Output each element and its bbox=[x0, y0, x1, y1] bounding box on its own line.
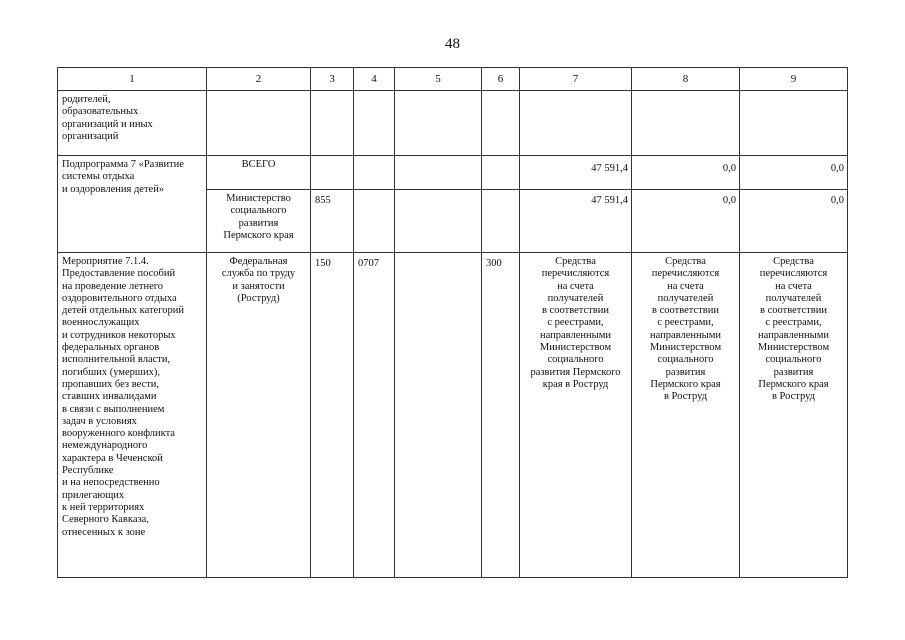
cell-code: 150 bbox=[311, 253, 354, 578]
cell-amount: 0,0 bbox=[632, 156, 740, 190]
column-header: 1 bbox=[58, 68, 207, 91]
cell-note: Средства перечисляются на счета получателей в соответствии с реестрами, направленными Министерством социального развития Пермского края в Роструд bbox=[632, 253, 740, 578]
column-header: 4 bbox=[354, 68, 395, 91]
cell-code bbox=[395, 253, 482, 578]
cell-code bbox=[395, 156, 482, 190]
cell-description bbox=[58, 253, 207, 578]
cell-code bbox=[395, 91, 482, 156]
cell-code bbox=[311, 156, 354, 190]
column-header: 9 bbox=[740, 68, 848, 91]
cell-amount: 0,0 bbox=[740, 156, 848, 190]
cell-amount bbox=[520, 91, 632, 156]
cell-description bbox=[58, 156, 207, 253]
cell-code bbox=[354, 91, 395, 156]
cell-executor: Министерство социального развития Пермского края bbox=[207, 190, 311, 253]
cell-code: 300 bbox=[482, 253, 520, 578]
cell-code bbox=[395, 190, 482, 253]
cell-code bbox=[482, 190, 520, 253]
column-header: 6 bbox=[482, 68, 520, 91]
column-header: 5 bbox=[395, 68, 482, 91]
total-label: ВСЕГО bbox=[241, 159, 276, 170]
measure-description: Мероприятие 7.1.4. Предоставление пособий на проведение летнего оздоровительного отдыха детей отдельных категорий военнослужащих и сотрудников некоторых федеральных органов исполнительной власти, погибших (умерших), пропавших без вести, ставших инвалидами в связи с выполнением задач в условиях вооруженного конфликта немеждународного характера в Чеченской Республике и на непосредственно прилегающих к ней территориях Северного Кавказа, отнесенных к зоне bbox=[62, 256, 185, 538]
budget-table bbox=[57, 67, 848, 578]
column-header: 8 bbox=[632, 68, 740, 91]
cell-executor bbox=[207, 91, 311, 156]
cell-note: Средства перечисляются на счета получателей в соответствии с реестрами, направленными Министерством социального развития Пермского края в Роструд bbox=[740, 253, 848, 578]
cell-executor bbox=[207, 156, 311, 190]
cell-amount bbox=[632, 91, 740, 156]
cell-amount: 47 591,4 bbox=[520, 156, 632, 190]
column-header: 7 bbox=[520, 68, 632, 91]
column-header: 2 bbox=[207, 68, 311, 91]
table-row bbox=[58, 156, 848, 190]
cell-amount: 0,0 bbox=[740, 190, 848, 253]
cell-code: 0707 bbox=[354, 253, 395, 578]
cell-amount: 0,0 bbox=[632, 190, 740, 253]
table-header-row bbox=[58, 68, 848, 91]
cell-code bbox=[354, 156, 395, 190]
cell-description bbox=[58, 91, 207, 156]
cell-code bbox=[482, 156, 520, 190]
table-row bbox=[58, 91, 848, 156]
cell-executor: Федеральная служба по труду и занятости (Роструд) bbox=[207, 253, 311, 578]
cell-amount bbox=[740, 91, 848, 156]
table-row bbox=[58, 253, 848, 578]
cell-text: родителей, образовательных организаций и иных организаций bbox=[62, 94, 153, 142]
cell-note: Средства перечисляются на счета получателей в соответствии с реестрами, направленными Министерством социального развития Пермского края в Роструд bbox=[520, 253, 632, 578]
cell-code bbox=[311, 91, 354, 156]
page-number: 48 bbox=[445, 36, 460, 52]
column-header: 3 bbox=[311, 68, 354, 91]
cell-code: 855 bbox=[311, 190, 354, 253]
subprogram-title: Подпрограмма 7 «Развитие системы отдыха и оздоровления детей» bbox=[62, 159, 184, 195]
cell-code bbox=[482, 91, 520, 156]
cell-code bbox=[354, 190, 395, 253]
cell-amount: 47 591,4 bbox=[520, 190, 632, 253]
